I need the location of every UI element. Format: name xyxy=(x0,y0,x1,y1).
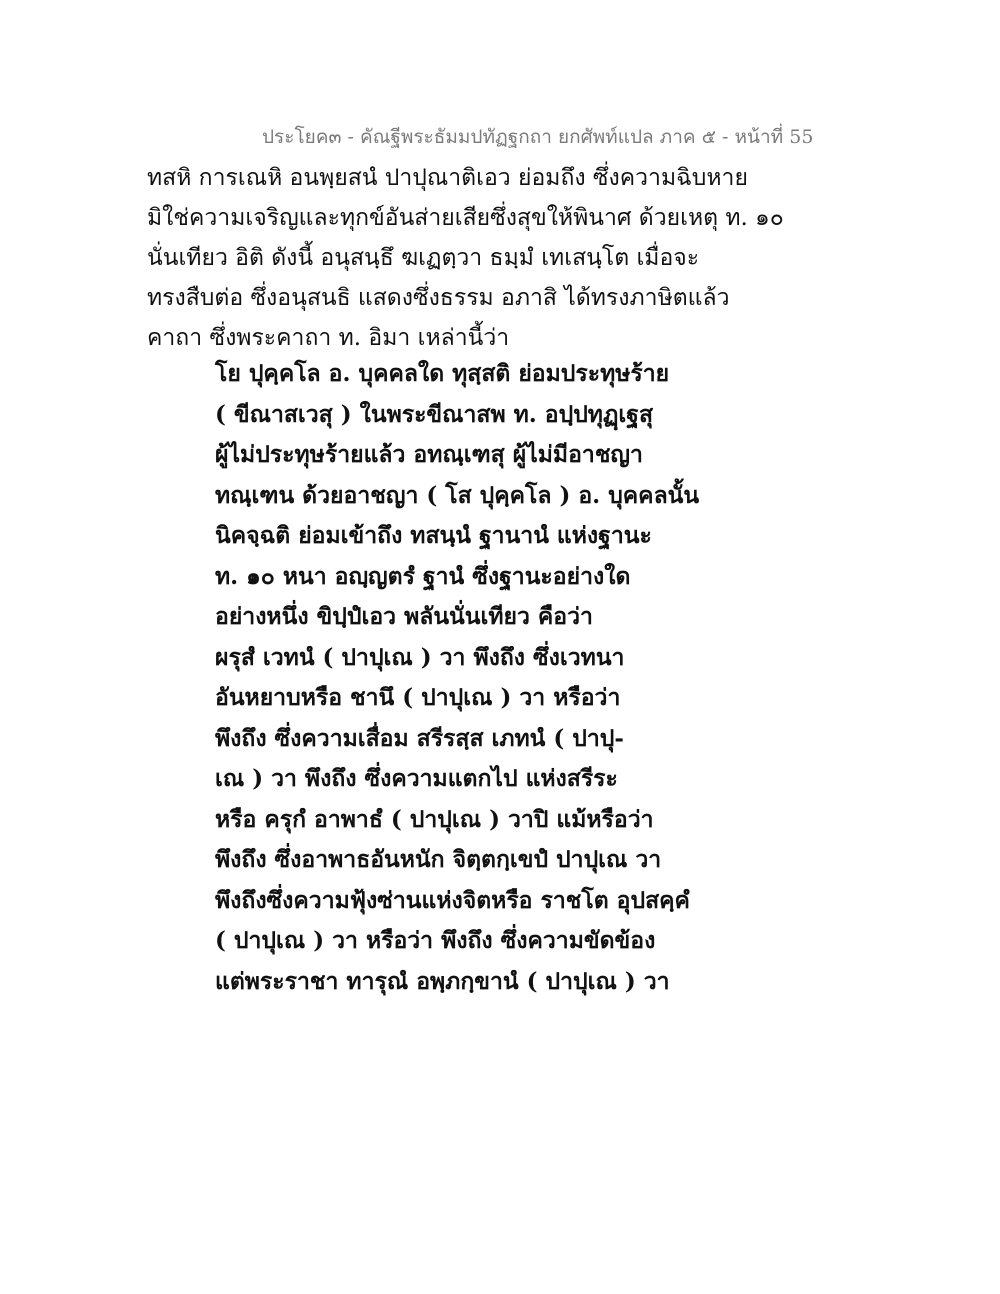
verse-line: ทณฺเฑน ด้วยอาชญา ( โส ปุคฺคโล ) อ. บุคคลนั้น xyxy=(215,481,700,509)
verse-line: อย่างหนึ่ง ขิปฺปํเอว พลันนั่นเทียว คือว่า xyxy=(215,603,593,630)
running-title: ประโยค๓ - คัณฐีพระธัมมปทัฏฐกถา ยกศัพท์แปล ภาค ๕ - หน้าที่ 55 xyxy=(262,126,814,148)
verse-line: พึงถึง ซึ่งอาพาธอันหนัก จิตฺตกฺเขปํ ปาปุเณ วา xyxy=(215,846,662,873)
verse-line: อันหยาบหรือ ชานึ ( ปาปุเณ ) วา หรือว่า xyxy=(215,684,621,711)
verse-line: เณ ) วา พึงถึง ซึ่งความแตกไป แห่งสรีระ xyxy=(215,765,618,792)
verse-line: ผรุสํ เวทนํ ( ปาปุเณ ) วา พึงถึง ซึ่งเวทนา xyxy=(215,643,625,671)
verse-line: ( ปาปุเณ ) วา หรือว่า พึงถึง ซึ่งความขัดข้อง xyxy=(215,927,656,954)
verse-line: ผู้ไม่ประทุษร้ายแล้ว อทณฺเฑสุ ผู้ไม่มีอาชญา xyxy=(215,441,643,468)
verse-block xyxy=(215,354,865,1002)
verse-line: หรือ ครุกํ อาพาธํ ( ปาปุเณ ) วาปิ แม้หรือว่า xyxy=(215,805,654,833)
body-line: มิใช่ความเจริญและทุกข์อันส่ายเสียซึ่งสุขให้พินาศ ด้วยเหตุ ท. ๑๐ xyxy=(147,205,784,231)
body-paragraph xyxy=(147,158,867,358)
verse-line: ( ขีณาสเวสุ ) ในพระขีณาสพ ท. อปฺปทุฏฺเฐสุ xyxy=(215,400,653,428)
verse-line: โย ปุคฺคโล อ. บุคคลใด ทุสฺสติ ย่อมประทุษร้าย xyxy=(215,360,670,387)
body-line: ทสหิ การเณหิ อนพฺยสนํ ปาปุณาติเอว ย่อมถึง ซึ่งความฉิบหาย xyxy=(147,165,748,191)
body-line: คาถา ซึ่งพระคาถา ท. อิมา เหล่านี้ว่า xyxy=(147,325,510,351)
body-line: ทรงสืบต่อ ซึ่งอนุสนธิ แสดงซึ่งธรรม อภาสิ ได้ทรงภาษิตแล้ว xyxy=(147,285,730,311)
verse-line: พึงถึงซึ่งความฟุ้งซ่านแห่งจิตหรือ ราชโต อุปสคฺคํ xyxy=(215,886,690,914)
body-line: นั่นเทียว อิติ ดังนี้ อนุสนฺธึ ฆเฏตฺวา ธมฺมํ เทเสนฺโต เมื่อจะ xyxy=(147,245,700,271)
verse-line: พึงถึง ซึ่งความเสื่อม สรีรสฺส เภทนํ ( ปาปุ- xyxy=(215,724,624,752)
verse-line: ท. ๑๐ หนา อญฺญตรํ ฐานํ ซึ่งฐานะอย่างใด xyxy=(215,562,631,590)
verse-line: นิคจฺฉติ ย่อมเข้าถึง ทสนฺนํ ฐานานํ แห่งฐานะ xyxy=(215,522,652,549)
verse-line: แต่พระราชา ทารุณํ อพฺภกฺขานํ ( ปาปุเณ ) วา xyxy=(215,967,670,995)
